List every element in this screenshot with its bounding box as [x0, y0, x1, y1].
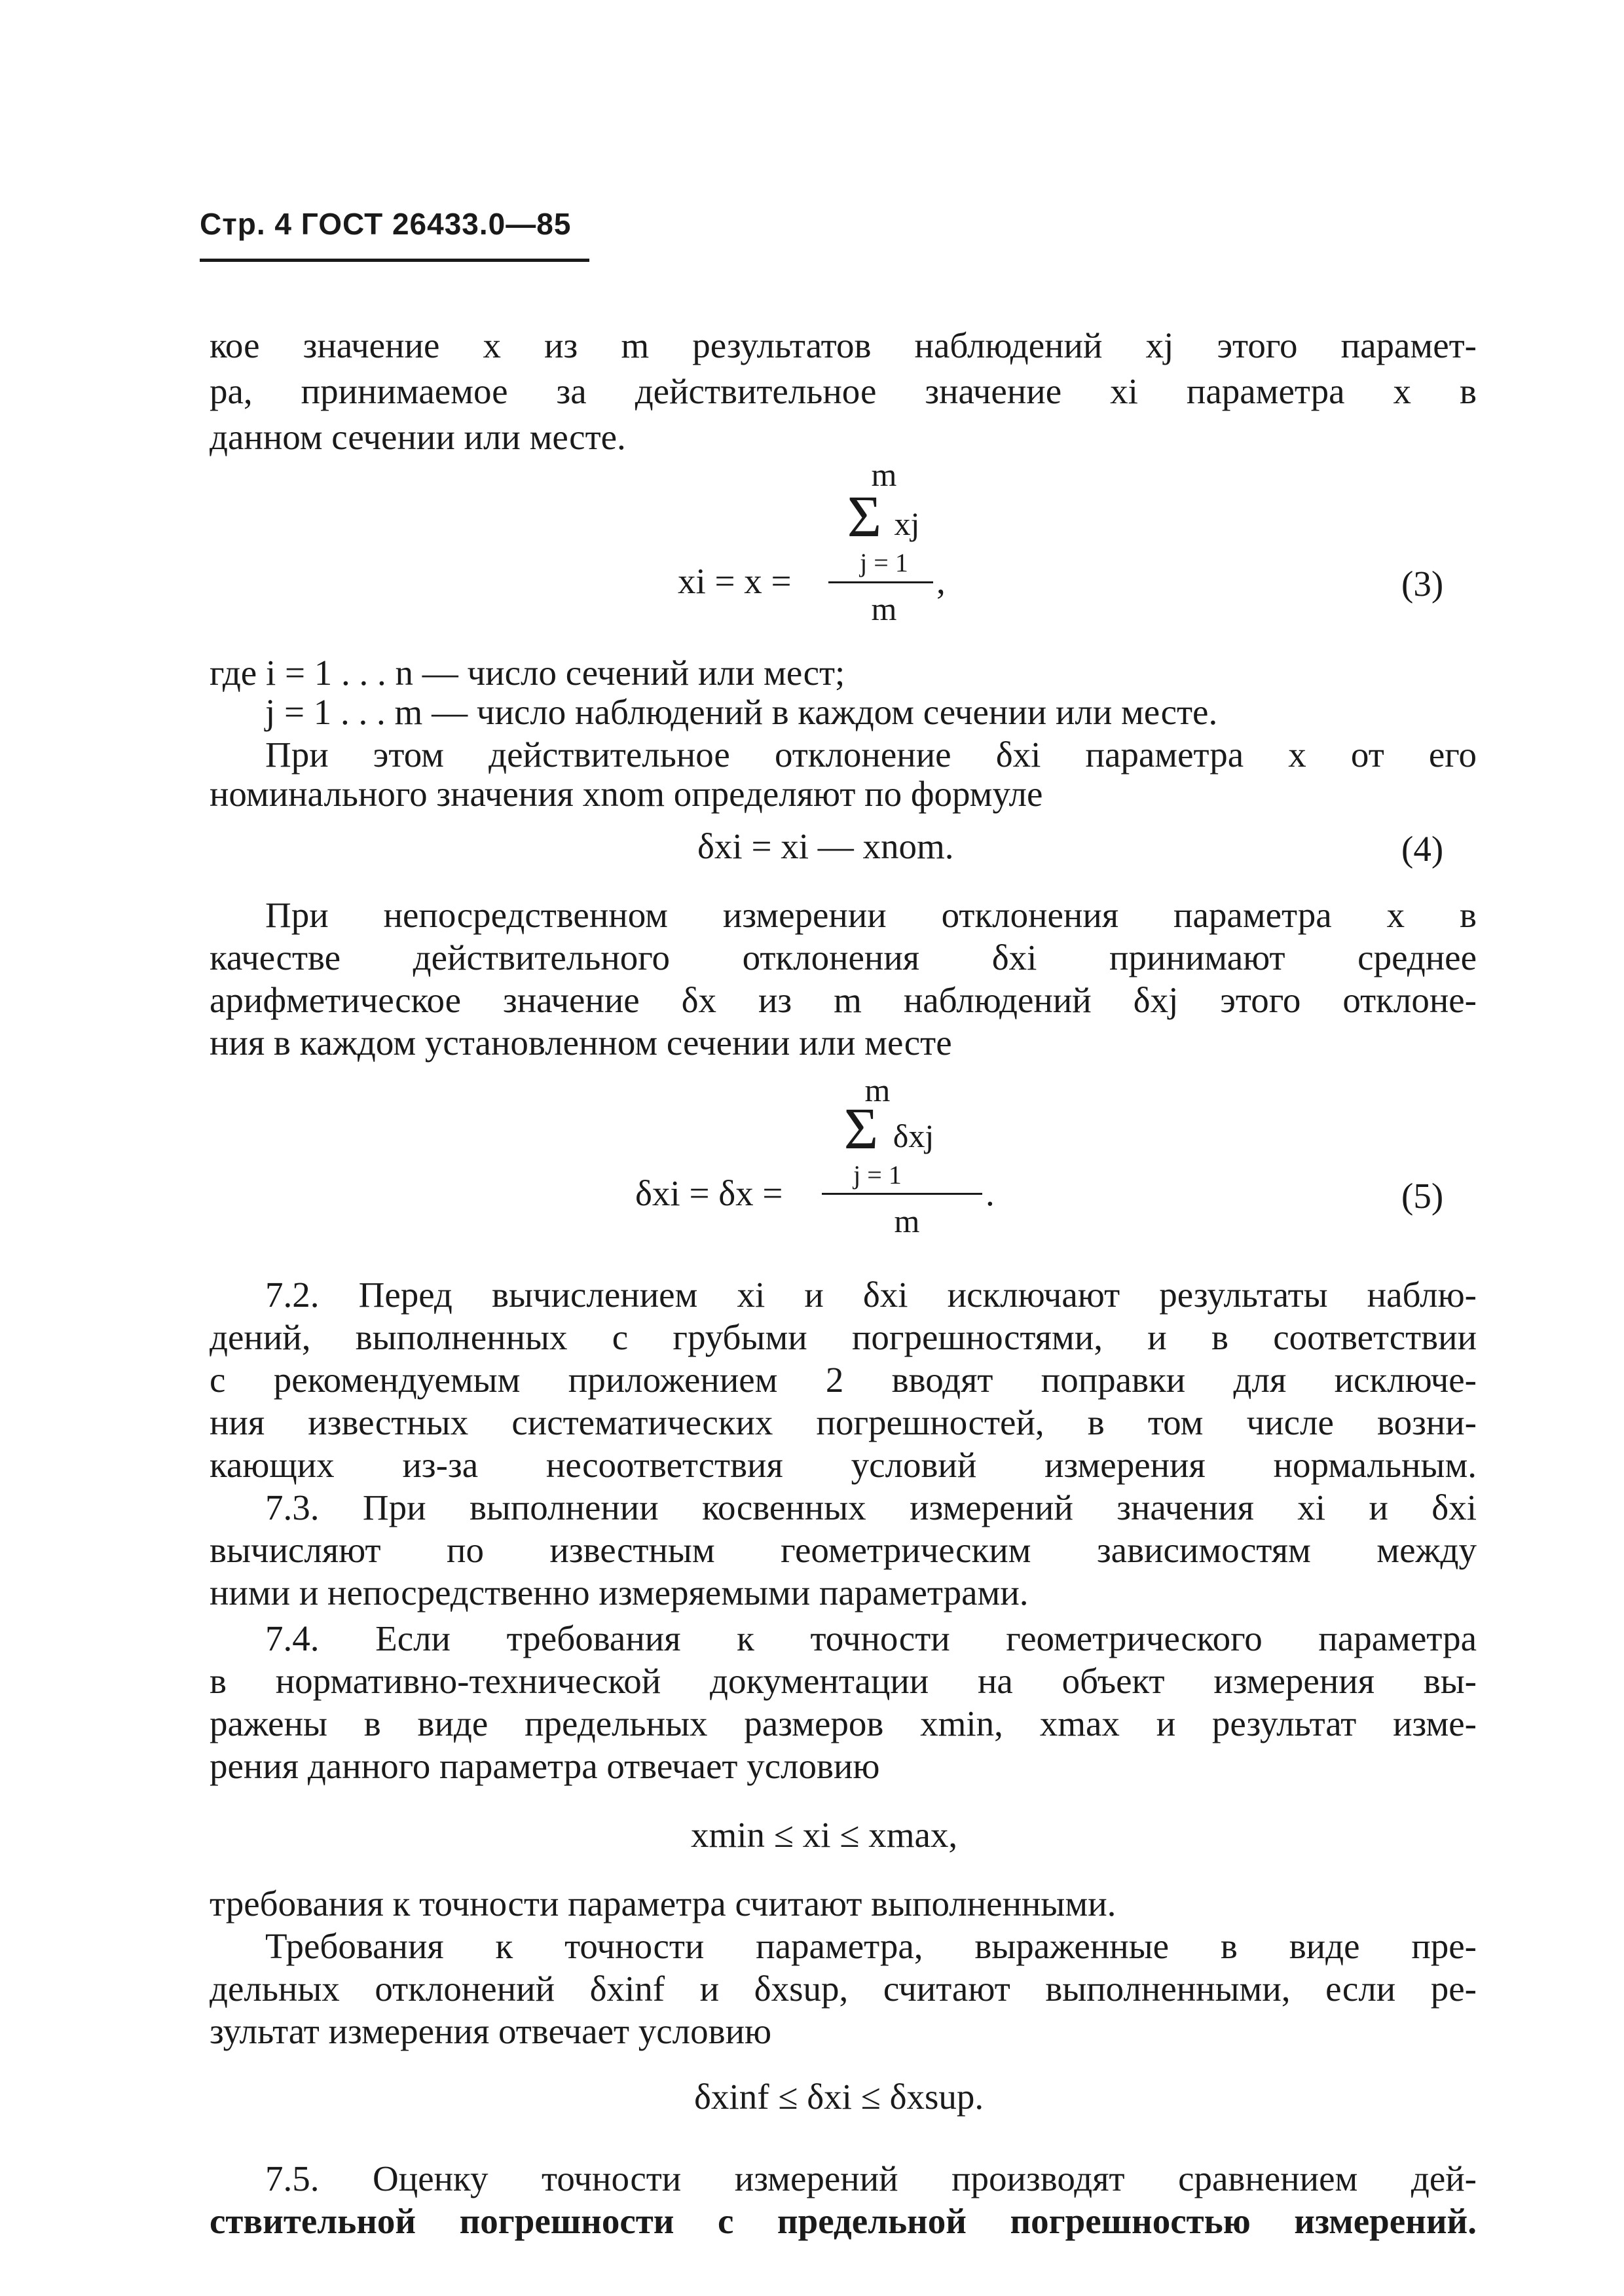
text-line: зультат измерения отвечает условию — [210, 2011, 772, 2051]
inequality: δxinf ≤ δxi ≤ δxsup. — [694, 2077, 984, 2117]
text-line: 7.5. Оценку точности измерений производят сравнением дей- — [265, 2159, 1477, 2198]
text-line: 7.4. Если требования к точности геометрического параметра — [265, 1618, 1477, 1658]
where-line: где i = 1 . . . n — число сечений или мест; — [210, 653, 845, 693]
eq5-fraction-bar — [822, 1193, 982, 1195]
text-line: номинального значения xnom определяют по формуле — [210, 774, 1043, 814]
eq3-fraction-bar — [828, 581, 933, 583]
eq5-tail: . — [986, 1173, 995, 1213]
text-line: кое значение x из m результатов наблюдений xj этого парамет- — [210, 325, 1477, 365]
text-line: с рекомендуемым приложением 2 вводят поправки для исключе- — [210, 1360, 1477, 1400]
equation-4: δxi = xi — xnom. — [697, 826, 954, 866]
text-line: рения данного параметра отвечает условию — [210, 1746, 880, 1786]
text-line: вычисляют по известным геометрическим зависимостям между — [210, 1530, 1477, 1570]
text-line: кающих из-за несоответствия условий измерения нормальным. — [210, 1445, 1477, 1485]
text-line: ствительной погрешности с предельной погрешностью измерений. — [210, 2201, 1477, 2241]
text-line: арифметическое значение δx из m наблюдений δxj этого отклоне- — [210, 980, 1477, 1020]
text-line: ражены в виде предельных размеров xmin, xmax и результат изме- — [210, 1704, 1477, 1743]
eq5-denominator: m — [894, 1203, 920, 1239]
inequality: xmin ≤ xi ≤ xmax, — [691, 1815, 958, 1855]
eq3-sum-bottom: j = 1 — [860, 548, 908, 577]
eq3-sigma: Σ — [847, 484, 882, 549]
text-line: При этом действительное отклонение δxi параметра x от его — [265, 735, 1477, 774]
text-line: ра, принимаемое за действительное значение xi параметра x в — [210, 371, 1477, 411]
equation-number: (3) — [1401, 564, 1444, 604]
text-line: ния в каждом установленном сечении или месте — [210, 1023, 952, 1063]
text-line: требования к точности параметра считают выполненными. — [210, 1884, 1116, 1923]
equation-number: (4) — [1401, 829, 1444, 869]
text-line: дельных отклонений δxinf и δxsup, считают выполненными, если ре- — [210, 1969, 1477, 2009]
text-line: качестве действительного отклонения δxi принимают среднее — [210, 938, 1477, 977]
equation-number: (5) — [1401, 1176, 1444, 1216]
where-line: j = 1 . . . m — число наблюдений в каждом сечении или месте. — [265, 692, 1218, 732]
eq3-tail: , — [936, 561, 946, 601]
text-line: в нормативно-технической документации на объект измерения вы- — [210, 1661, 1477, 1701]
text-line: 7.2. Перед вычислением xi и δxi исключают результаты наблю- — [265, 1275, 1477, 1315]
eq3-lhs: xi = x = — [678, 561, 792, 601]
text-line: ния известных систематических погрешностей, в том числе возни- — [210, 1402, 1477, 1442]
text-line: При непосредственном измерении отклонения параметра x в — [265, 895, 1477, 935]
text-line: дений, выполненных с грубыми погрешностями, и в соответствии — [210, 1317, 1477, 1357]
eq5-sum-bottom: j = 1 — [853, 1160, 902, 1190]
header-rule — [200, 259, 589, 262]
text-line: Требования к точности параметра, выраженные в виде пре- — [265, 1926, 1477, 1966]
eq5-sum-top: m — [864, 1072, 891, 1108]
eq3-sum-term: xj — [894, 505, 920, 542]
text-line: данном сечении или месте. — [210, 417, 626, 457]
eq3-sum-top: m — [871, 456, 897, 493]
text-line: ними и непосредственно измеряемыми параметрами. — [210, 1573, 1029, 1613]
eq5-sigma: Σ — [843, 1097, 879, 1161]
eq3-denominator: m — [871, 591, 897, 627]
page-header: Стр. 4 ГОСТ 26433.0—85 — [200, 207, 572, 241]
text-line: 7.3. При выполнении косвенных измерений значения xi и δxi — [265, 1487, 1477, 1527]
eq5-sum-term: δxj — [893, 1118, 934, 1154]
eq5-lhs: δxi = δx = — [635, 1173, 783, 1213]
